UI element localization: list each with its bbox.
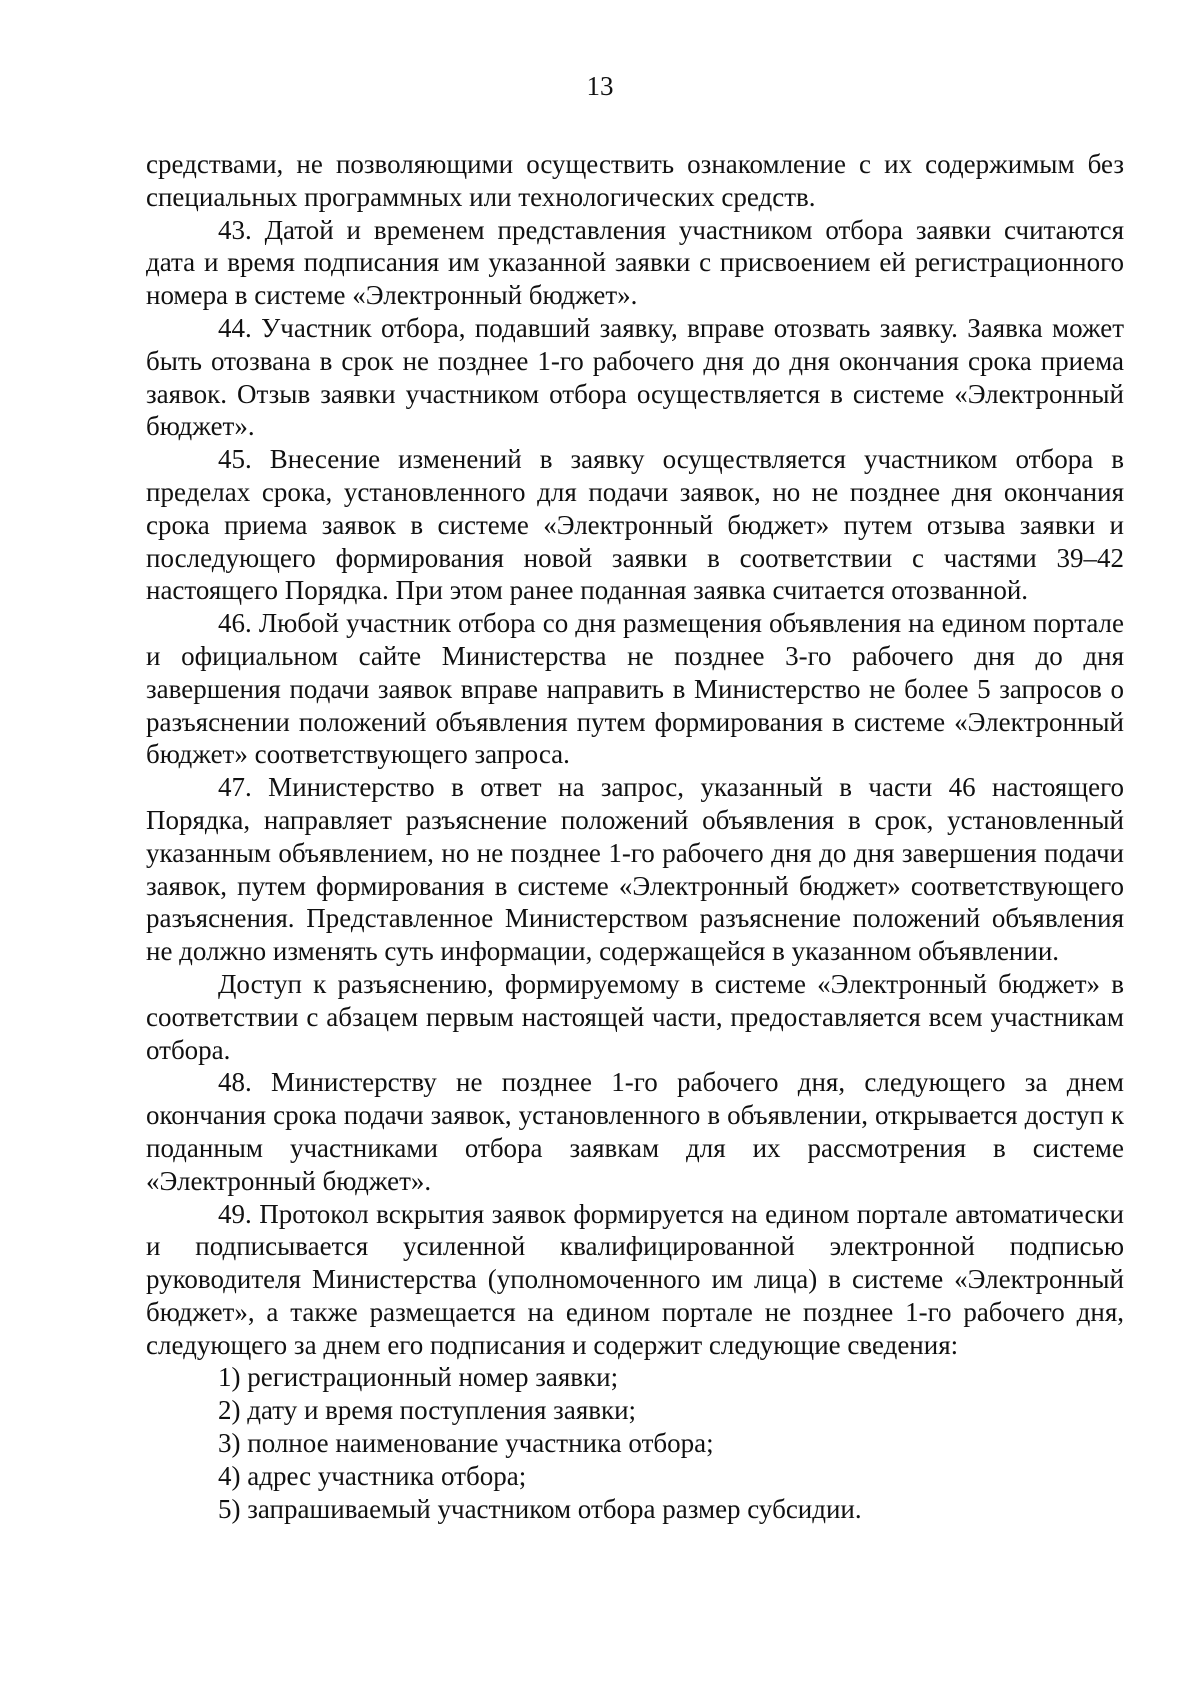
paragraph-49: 49. Протокол вскрытия заявок формируется на едином портале автоматически и подписывается усиленной квалифицированной электронной подписью руководителя Министерства (уполномоченного им лица) в системе «Электронный бюджет», а также размещается на едином портале не позднее 1-го рабочего дня, следующего за днем его подписания и содержит следующие сведения:	[146, 1198, 1124, 1360]
list-item: 4) адрес участника отбора;	[218, 1460, 527, 1491]
paragraph-43: 43. Датой и временем представления участником отбора заявки считаются дата и время подписания им указанной заявки с присвоением ей регистрационного номера в системе «Электронный бюджет».	[146, 214, 1124, 311]
paragraph-48: 48. Министерству не позднее 1-го рабочего дня, следующего за днем окончания срока подачи заявок, установленного в объявлении, открывается доступ к поданным участниками отбора заявкам для их рассмотрения в системе «Электронный бюджет».	[146, 1067, 1124, 1196]
paragraph-continuation: средствами, не позволяющими осуществить ознакомление с их содержимым без специальных программных или технологических средств.	[146, 149, 1124, 212]
list-item: 2) дату и время поступления заявки;	[218, 1395, 637, 1426]
paragraph-46: 46. Любой участник отбора со дня размещения объявления на едином портале и официальном сайте Министерства не позднее 3-го рабочего дня до дня завершения подачи заявок вправе направить в Министерство не более 5 запросов о разъяснении положений объявления путем формирования в системе «Электронный бюджет» соответствующего запроса.	[146, 608, 1124, 770]
list-item: 3) полное наименование участника отбора;	[218, 1428, 714, 1459]
paragraph-44: 44. Участник отбора, подавший заявку, вправе отозвать заявку. Заявка может быть отозвана в срок не позднее 1-го рабочего дня до дня окончания срока приема заявок. Отзыв заявки участником отбора осуществляется в системе «Электронный бюджет».	[146, 312, 1124, 442]
paragraph-47: 47. Министерство в ответ на запрос, указанный в части 46 настоящего Порядка, направляет разъяснение положений объявления в срок, установленный указанным объявлением, но не позднее 1-го рабочего дня до дня завершения подачи заявок, путем формирования в системе «Электронный бюджет» соответствующего разъяснения. Представленное Министерством разъяснение положений объявления не должно изменять суть информации, содержащейся в указанном объявлении.	[146, 772, 1124, 967]
page-number: 13	[586, 71, 614, 101]
list-item: 5) запрашиваемый участником отбора размер субсидии.	[218, 1493, 862, 1524]
paragraph-45: 45. Внесение изменений в заявку осуществляется участником отбора в пределах срока, установленного для подачи заявок, но не позднее дня окончания срока приема заявок в системе «Электронный бюджет» путем отзыва заявки и последующего формирования новой заявки в соответствии с частями 39–42 настоящего Порядка. При этом ранее поданная заявка считается отозванной.	[146, 444, 1124, 606]
protocol-info-list	[146, 1361, 1124, 1525]
list-item: 1) регистрационный номер заявки;	[218, 1362, 619, 1393]
paragraph-47-access: Доступ к разъяснению, формируемому в системе «Электронный бюджет» в соответствии с абзацем первым настоящей части, предоставляется всем участникам отбора.	[146, 968, 1124, 1065]
document-body	[146, 148, 1124, 1525]
